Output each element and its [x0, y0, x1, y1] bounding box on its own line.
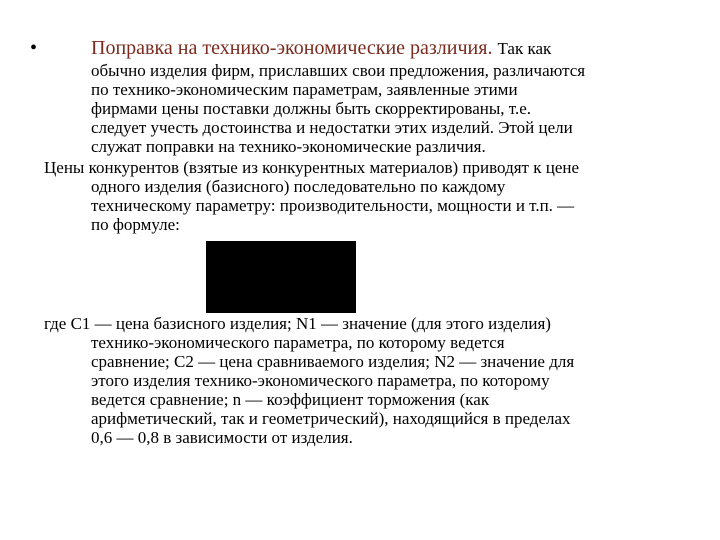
bullet-marker: •: [30, 37, 38, 59]
paragraph-1-line: фирмами цены поставки должны быть скорректированы, т.е.: [91, 99, 531, 118]
paragraph-1: [91, 61, 691, 156]
paragraph-2-line: Цены конкурентов (взятые из конкурентных материалов) приводят к цене: [44, 158, 580, 177]
paragraph-3-line: 0,6 — 0,8 в зависимости от изделия.: [91, 428, 353, 447]
paragraph-2: [44, 158, 694, 234]
paragraph-3: [44, 314, 694, 447]
paragraph-1-line: обычно изделия фирм, приславших свои предложения, различаются: [91, 61, 586, 80]
paragraph-2-line: по формуле:: [91, 215, 180, 234]
paragraph-3-line: ведется сравнение; n — коэффициент торможения (как: [91, 390, 490, 409]
heading-tail-text: Так как: [497, 39, 552, 58]
paragraph-2-line: одного изделия (базисного) последовательно по каждому: [91, 177, 506, 196]
paragraph-1-line: по технико-экономическим параметрам, заявленные этими: [91, 80, 518, 99]
paragraph-3-line: технико-экономического параметра, по которому ведется: [91, 333, 505, 352]
paragraph-3-line: этого изделия технико-экономического параметра, по которому: [91, 371, 550, 390]
paragraph-3-line: арифметический, так и геометрический), находящийся в пределах: [91, 409, 571, 428]
paragraph-1-line: следует учесть достоинства и недостатки этих изделий. Этой цели: [91, 118, 573, 137]
paragraph-3-line: где С1 — цена базисного изделия; N1 — значение (для этого изделия): [44, 314, 551, 333]
paragraph-3-line: сравнение; С2 — цена сравниваемого изделия; N2 — значение для: [91, 352, 575, 371]
formula-image: [206, 241, 356, 313]
paragraph-2-line: техническому параметру: производительности, мощности и т.п. —: [91, 196, 575, 215]
section-heading: Поправка на технико-экономические различия.: [91, 37, 493, 59]
heading-line: [91, 38, 691, 59]
paragraph-1-line: служат поправки на технико-экономические различия.: [91, 137, 486, 156]
